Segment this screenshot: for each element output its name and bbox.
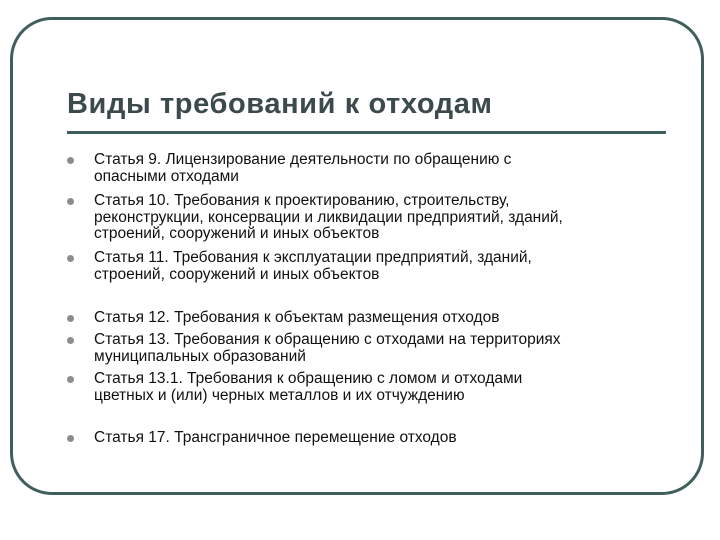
- list-item-line: цветных и (или) черных металлов и их отчуждению: [94, 386, 465, 404]
- list-item-article-12: [94, 310, 664, 327]
- bullet-dot-icon: [67, 376, 74, 383]
- list-item-line: Статья 13.1. Требования к обращению с ломом и отходами: [94, 370, 523, 387]
- list-item-line: строений, сооружений и иных объектов: [94, 265, 380, 283]
- list-item-line: Статья 13. Требования к обращению с отходами на территориях: [94, 331, 561, 348]
- bullet-dot-icon: [67, 157, 74, 164]
- bullet-dot-icon: [67, 198, 74, 205]
- list-item-line: Статья 9. Лицензирование деятельности по обращению с: [94, 151, 512, 168]
- slide-title: Виды требований к отходам: [67, 88, 493, 120]
- list-item-line: Статья 12. Требования к объектам размещения отходов: [94, 309, 500, 326]
- list-item-article-17: [94, 430, 664, 447]
- list-item-line: Статья 10. Требования к проектированию, строительству,: [94, 192, 510, 209]
- list-item-article-13-1: [94, 371, 664, 404]
- bullet-dot-icon: [67, 255, 74, 262]
- list-item-line: строений, сооружений и иных объектов: [94, 225, 380, 242]
- list-item-line: Статья 11. Требования к эксплуатации предприятий, зданий,: [94, 249, 532, 266]
- title-underline: [67, 131, 666, 134]
- list-item-line: муниципальных образований: [94, 347, 306, 365]
- list-item-line: Статья 17. Трансграничное перемещение отходов: [94, 429, 457, 446]
- bullet-dot-icon: [67, 435, 74, 442]
- list-item-article-9: [94, 152, 664, 185]
- list-item-line: опасными отходами: [94, 167, 239, 185]
- bullet-dot-icon: [67, 337, 74, 344]
- list-item-line: реконструкции, консервации и ликвидации предприятий, зданий,: [94, 208, 563, 226]
- list-item-article-13: [94, 332, 664, 365]
- bullet-dot-icon: [67, 315, 74, 322]
- list-item-article-10: [94, 193, 664, 243]
- list-item-article-11: [94, 250, 664, 283]
